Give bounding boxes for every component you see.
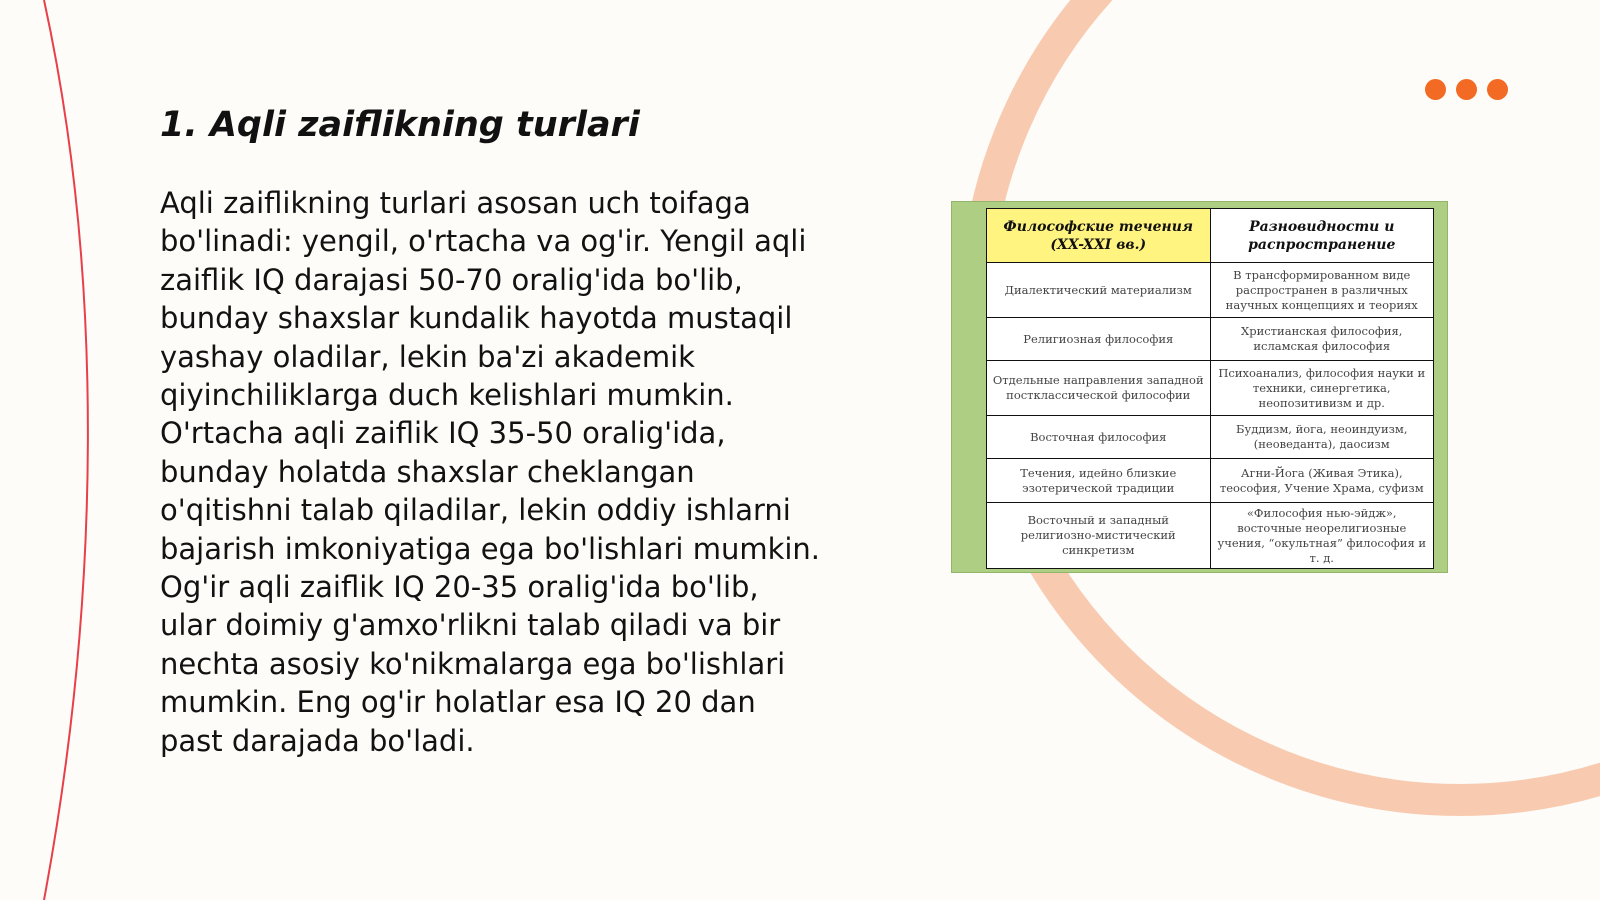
table-row <box>987 459 1434 503</box>
table-row <box>987 416 1434 459</box>
menu-dots <box>1425 79 1508 100</box>
orange-dot <box>1487 79 1508 100</box>
slide-title: 1. Aqli zaiflikning turlari <box>160 105 640 145</box>
table-cell: Психоанализ, философия науки и техники, синергетика, неопозитивизм и др. <box>1210 361 1434 416</box>
table-cell: Агни-Йога (Живая Этика), теософия, Учение Храма, суфизм <box>1210 459 1434 503</box>
table-cell: В трансформированном виде распространен в различных научных концепциях и теориях <box>1210 263 1434 318</box>
table-row <box>987 503 1434 569</box>
table-row <box>987 263 1434 318</box>
slide-body-text: Aqli zaiflikning turlari asosan uch toifaga bo'linadi: yengil, o'rtacha va og'ir. Yengil aqli zaiflik IQ darajasi 50-70 oralig'ida bo'lib, bunday shaxslar kundalik hayotda mustaqil yashay oladilar, lekin ba'zi akademik qiyinchiliklarga duch kelishlari mumkin. O'rtacha aqli zaiflik IQ 35-50 oralig'ida, bunday holatda shaxslar cheklangan o'qitishni talab qiladilar, lekin oddiy ishlarni bajarish imkoniyatiga ega bo'lishlari mumkin. Og'ir aqli zaiflik IQ 20-35 oralig'ida bo'lib, ular doimiy g'amxo'rlikni talab qiladi va bir nechta asosiy ko'nikmalarga ega bo'lishlari mumkin. Eng og'ir holatlar esa IQ 20 dan past darajada bo'ladi. <box>160 186 821 758</box>
philosophy-table-image <box>951 201 1448 573</box>
table-header-cell: Философские течения (XX-XXI вв.) <box>987 209 1211 263</box>
table-cell: Диалектический материализм <box>987 263 1211 318</box>
table-header-cell: Разновидности и распространение <box>1210 209 1434 263</box>
orange-dot <box>1425 79 1446 100</box>
table-row <box>987 361 1434 416</box>
table-cell: Буддизм, йога, неоиндуизм, (неоведанта), даосизм <box>1210 416 1434 459</box>
table-cell: «Философия нью-эйдж», восточные неорелигиозные учения, “окультная” философия и т. д. <box>1210 503 1434 569</box>
table-cell: Религиозная философия <box>987 318 1211 361</box>
philosophy-table <box>986 208 1434 569</box>
decorative-red-curve <box>44 0 88 900</box>
table-cell: Восточный и западный религиозно-мистический синкретизм <box>987 503 1211 569</box>
table-header-row <box>987 209 1434 263</box>
table-cell: Течения, идейно близкие эзотерической традиции <box>987 459 1211 503</box>
table-cell: Отдельные направления западной постклассической философии <box>987 361 1211 416</box>
orange-dot <box>1456 79 1477 100</box>
table-row <box>987 318 1434 361</box>
table-cell: Христианская философия, исламская философия <box>1210 318 1434 361</box>
table-cell: Восточная философия <box>987 416 1211 459</box>
